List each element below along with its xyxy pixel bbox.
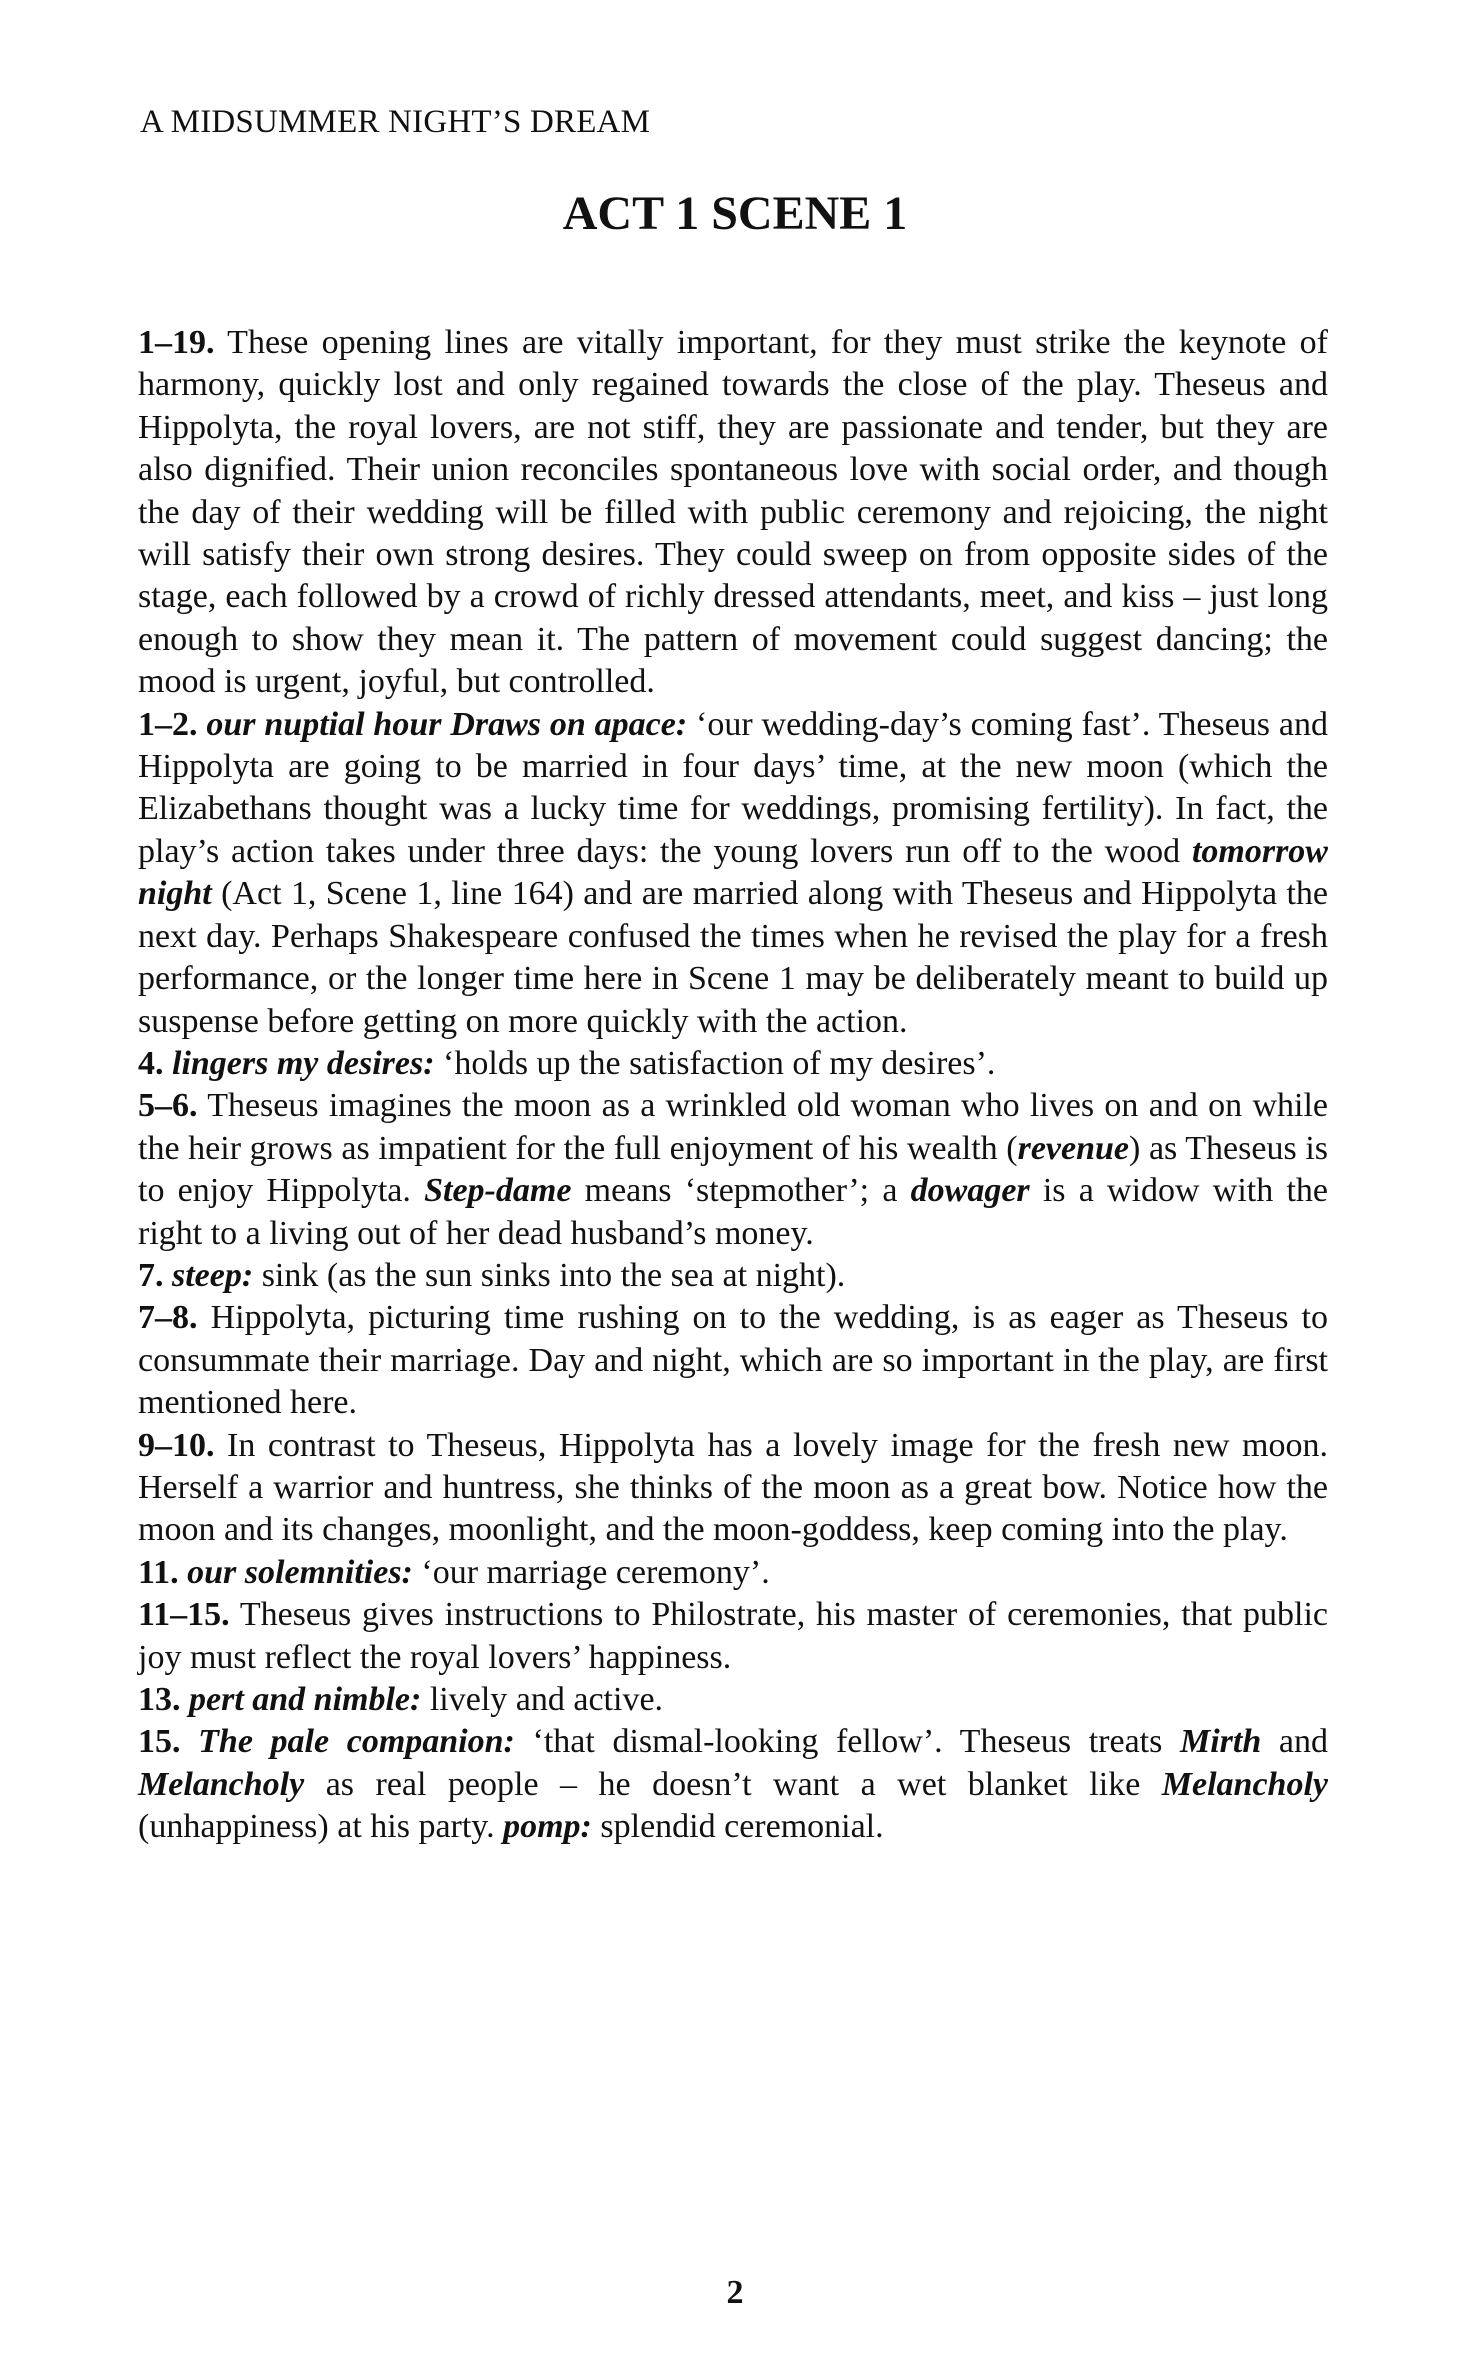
note-text: These opening lines are vitally important, for they must strike the keynote of harmony, quickly lost and only regained towards the close of the play. Theseus and Hippolyta, the royal lovers, are not stiff, they are passionate and tender, but they are also dignified. Their union reconciles spontaneous love with social order, and though the day of their wedding will be filled with public ceremony and rejoicing, the night will satisfy their own strong desires. They could sweep on from opposite sides of the stage, each followed by a crowd of richly dressed attendants, meet, and kiss – just long enough to show they mean it. The pattern of movement could suggest dancing; the mood is urgent, joyful, but controlled. bbox=[138, 324, 1328, 701]
note-text: sink (as the sun sinks into the sea at night). bbox=[253, 1256, 846, 1294]
quoted-phrase: The pale companion: bbox=[198, 1723, 515, 1761]
quoted-phrase: Melancholy bbox=[138, 1765, 305, 1803]
note-text bbox=[181, 1723, 199, 1760]
note-text: ‘holds up the satisfaction of my desires’. bbox=[434, 1044, 996, 1082]
note-reference: 1–19. bbox=[138, 324, 215, 361]
note-entry bbox=[138, 704, 1328, 1043]
note-entry bbox=[138, 1679, 1328, 1721]
note-text bbox=[164, 1257, 173, 1294]
note-text: ‘that dismal-looking fellow’. Theseus treats bbox=[514, 1723, 1180, 1761]
note-entry bbox=[138, 1425, 1328, 1552]
note-text: as real people – he doesn’t want a wet blanket like bbox=[304, 1765, 1162, 1803]
quoted-phrase: Melancholy bbox=[1161, 1765, 1328, 1803]
note-text: means ‘stepmother’; a bbox=[571, 1172, 911, 1210]
note-text: is a widow with the right to a living out of her dead husband’s money. bbox=[138, 1172, 1328, 1252]
note-text: ) as Theseus is to enjoy Hippolyta. bbox=[138, 1129, 1329, 1210]
note-entry bbox=[138, 1085, 1328, 1255]
page-number: 2 bbox=[726, 2274, 744, 2311]
note-entry bbox=[138, 1721, 1328, 1848]
note-reference: 5–6. bbox=[138, 1087, 198, 1125]
quoted-phrase: Mirth bbox=[1180, 1723, 1262, 1761]
note-text: Theseus gives instructions to Philostrate, his master of ceremonies, that public joy must reflect the royal lovers’ happiness. bbox=[138, 1596, 1328, 1676]
quoted-phrase: dowager bbox=[910, 1172, 1030, 1210]
note-reference: 1–2. bbox=[138, 705, 198, 743]
quoted-phrase: pomp: bbox=[503, 1808, 592, 1846]
note-entry bbox=[138, 1043, 1328, 1085]
note-text: ‘our wedding-day’s coming fast’. Theseus and Hippolyta are going to be married in four days’ time, at the new moon (which the Elizabethans thought was a lucky time for weddings, promising fertility). In fact, the play’s action takes under three days: the young lovers run off to the wood bbox=[138, 705, 1328, 870]
note-text: (Act 1, Scene 1, line 164) and are married along with Theseus and Hippolyta the next day. Perhaps Shakespeare confused the times when he revised the play for a fresh performance, or the longer time here in Scene 1 may be deliberately meant to build up suspense before getting on more quickly with the action. bbox=[138, 875, 1328, 1040]
note-reference: 7–8. bbox=[138, 1299, 198, 1337]
note-text: lively and active. bbox=[421, 1681, 664, 1718]
note-reference: 11. bbox=[138, 1553, 179, 1591]
note-text bbox=[164, 1045, 173, 1082]
note-reference: 9–10. bbox=[138, 1426, 215, 1464]
note-reference: 15. bbox=[138, 1723, 181, 1761]
note-entry bbox=[138, 1594, 1328, 1679]
note-text: ‘our marriage ceremony’. bbox=[412, 1553, 770, 1591]
note-text: In contrast to Theseus, Hippolyta has a lovely image for the fresh new moon. Herself a warrior and huntress, she thinks of the moon as a great bow. Notice how the moon and its changes, moonlight, and the moon-goddess, keep coming into the play. bbox=[138, 1426, 1328, 1549]
quoted-phrase: our solemnities: bbox=[187, 1553, 413, 1591]
note-entry bbox=[138, 322, 1328, 704]
note-text: and bbox=[1261, 1723, 1328, 1761]
note-text bbox=[181, 1681, 190, 1718]
quoted-phrase: our nuptial hour Draws on apace: bbox=[206, 705, 688, 743]
note-reference: 4. bbox=[138, 1044, 164, 1082]
note-text: splendid ceremonial. bbox=[591, 1808, 884, 1846]
quoted-phrase: tomorrow night bbox=[138, 832, 1328, 913]
quoted-phrase: steep: bbox=[172, 1256, 254, 1294]
quoted-phrase: lingers my desires: bbox=[172, 1044, 435, 1082]
quoted-phrase: Step-dame bbox=[424, 1172, 572, 1210]
note-text: Theseus imagines the moon as a wrinkled old woman who lives on and on while the heir grows as impatient for the full enjoyment of his wealth ( bbox=[138, 1087, 1328, 1167]
note-text: Hippolyta, picturing time rushing on to the wedding, is as eager as Theseus to consummate their marriage. Day and night, which are so important in the play, are first mentioned here. bbox=[138, 1299, 1328, 1422]
running-header: A MIDSUMMER NIGHT’S DREAM bbox=[140, 104, 651, 140]
note-text bbox=[179, 1554, 188, 1591]
note-text: (unhappiness) at his party. bbox=[138, 1808, 504, 1846]
note-entry bbox=[138, 1255, 1328, 1297]
note-reference: 11–15. bbox=[138, 1596, 230, 1634]
quoted-phrase: revenue bbox=[1017, 1129, 1130, 1167]
note-reference: 7. bbox=[138, 1256, 164, 1294]
note-reference: 13. bbox=[138, 1681, 181, 1718]
note-entry bbox=[138, 1552, 1328, 1594]
note-entry bbox=[138, 1297, 1328, 1424]
scene-title: ACT 1 SCENE 1 bbox=[562, 187, 908, 240]
quoted-phrase: pert and nimble: bbox=[189, 1681, 422, 1718]
notes-list bbox=[138, 322, 1328, 1849]
